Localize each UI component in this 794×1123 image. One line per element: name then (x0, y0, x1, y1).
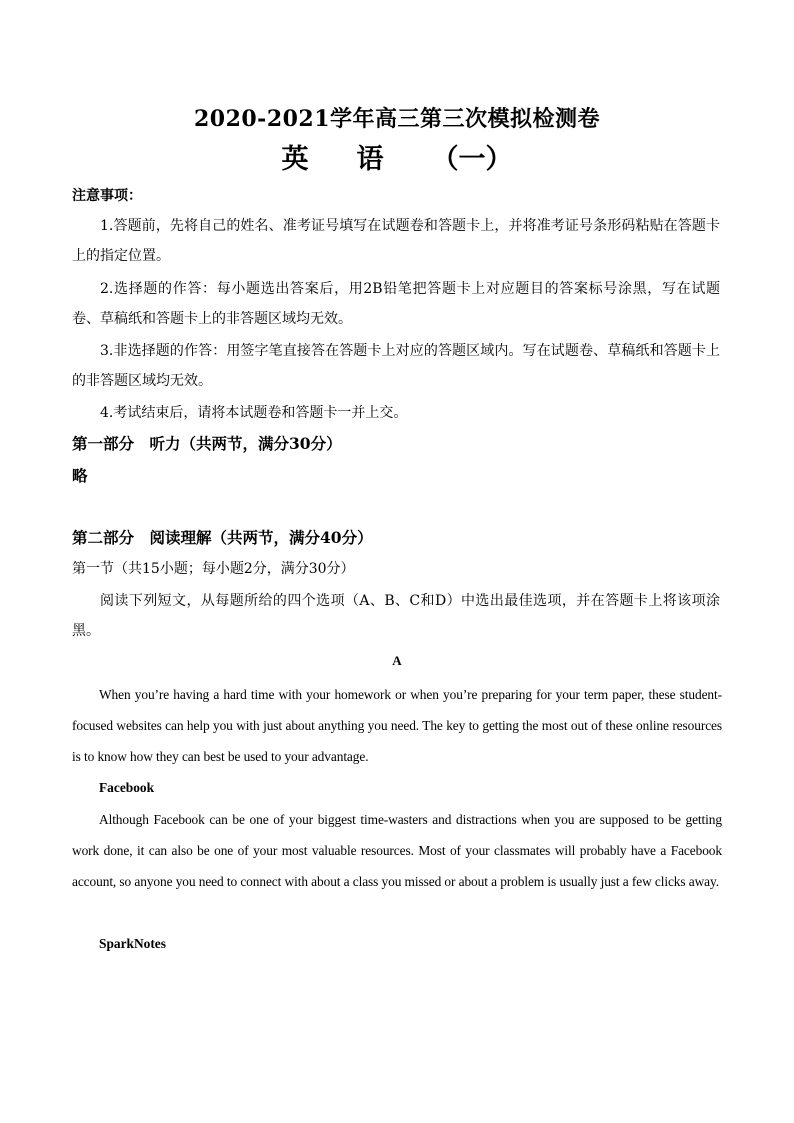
notice-item-1: 1.答题前，先将自己的姓名、准考证号填写在试题卷和答题卡上，并将准考证号条形码粘贴在答题卡上的指定位置。 (72, 218, 720, 264)
notice-heading: 注意事项： (72, 188, 142, 204)
facebook-heading: Facebook (99, 780, 155, 795)
passage-label: A (392, 653, 402, 668)
reading-instruction: 阅读下列短文，从每题所给的四个选项（A、B、C和D）中选出最佳选项，并在答题卡上将该项涂黑。 (72, 593, 720, 639)
subject-title-part2: 语 (356, 144, 384, 175)
subject-title-part3: （一） (431, 144, 513, 175)
notice-item-4: 4.考试结束后，请将本试题卷和答题卡一并上交。 (100, 405, 408, 421)
passage-intro: When you’re having a hard time with your homework or when you’re preparing for your term paper, these student-focused websites can help you with just about anything you need. The key to getting the most out of these online resources is to know how they can best be used to your advantage. (72, 687, 722, 764)
subject-title (0, 143, 794, 177)
notice-item-3: 3.非选择题的作答：用签字笔直接答在答题卡上对应的答题区域内。写在试题卷、草稿纸和答题卡上的非答题区域均无效。 (72, 343, 720, 389)
sparknotes-heading: SparkNotes (99, 936, 166, 951)
exam-title: 2020-2021学年高三第三次模拟检测卷 (193, 106, 601, 132)
notice-item-2: 2.选择题的作答：每小题选出答案后，用2B铅笔把答题卡上对应题目的答案标号涂黑，写在试题卷、草稿纸和答题卡上的非答题区域均无效。 (72, 281, 720, 327)
part1-heading: 第一部分 听力（共两节，满分30分） (72, 434, 342, 453)
subject-title-part1: 英 (281, 144, 309, 175)
part2-heading: 第二部分 阅读理解（共两节，满分40分） (72, 528, 373, 547)
facebook-text: Although Facebook can be one of your biggest time-wasters and distractions when you are supposed to be getting work done, it can also be one of your most valuable resources. Most of your classmates will probably have a Facebook account, so anyone you need to connect with about a class you missed or about a problem is usually just a few clicks away. (72, 812, 722, 889)
part1-omitted: 略 (72, 466, 88, 485)
part2-section1: 第一节（共15小题；每小题2分，满分30分） (72, 561, 355, 577)
